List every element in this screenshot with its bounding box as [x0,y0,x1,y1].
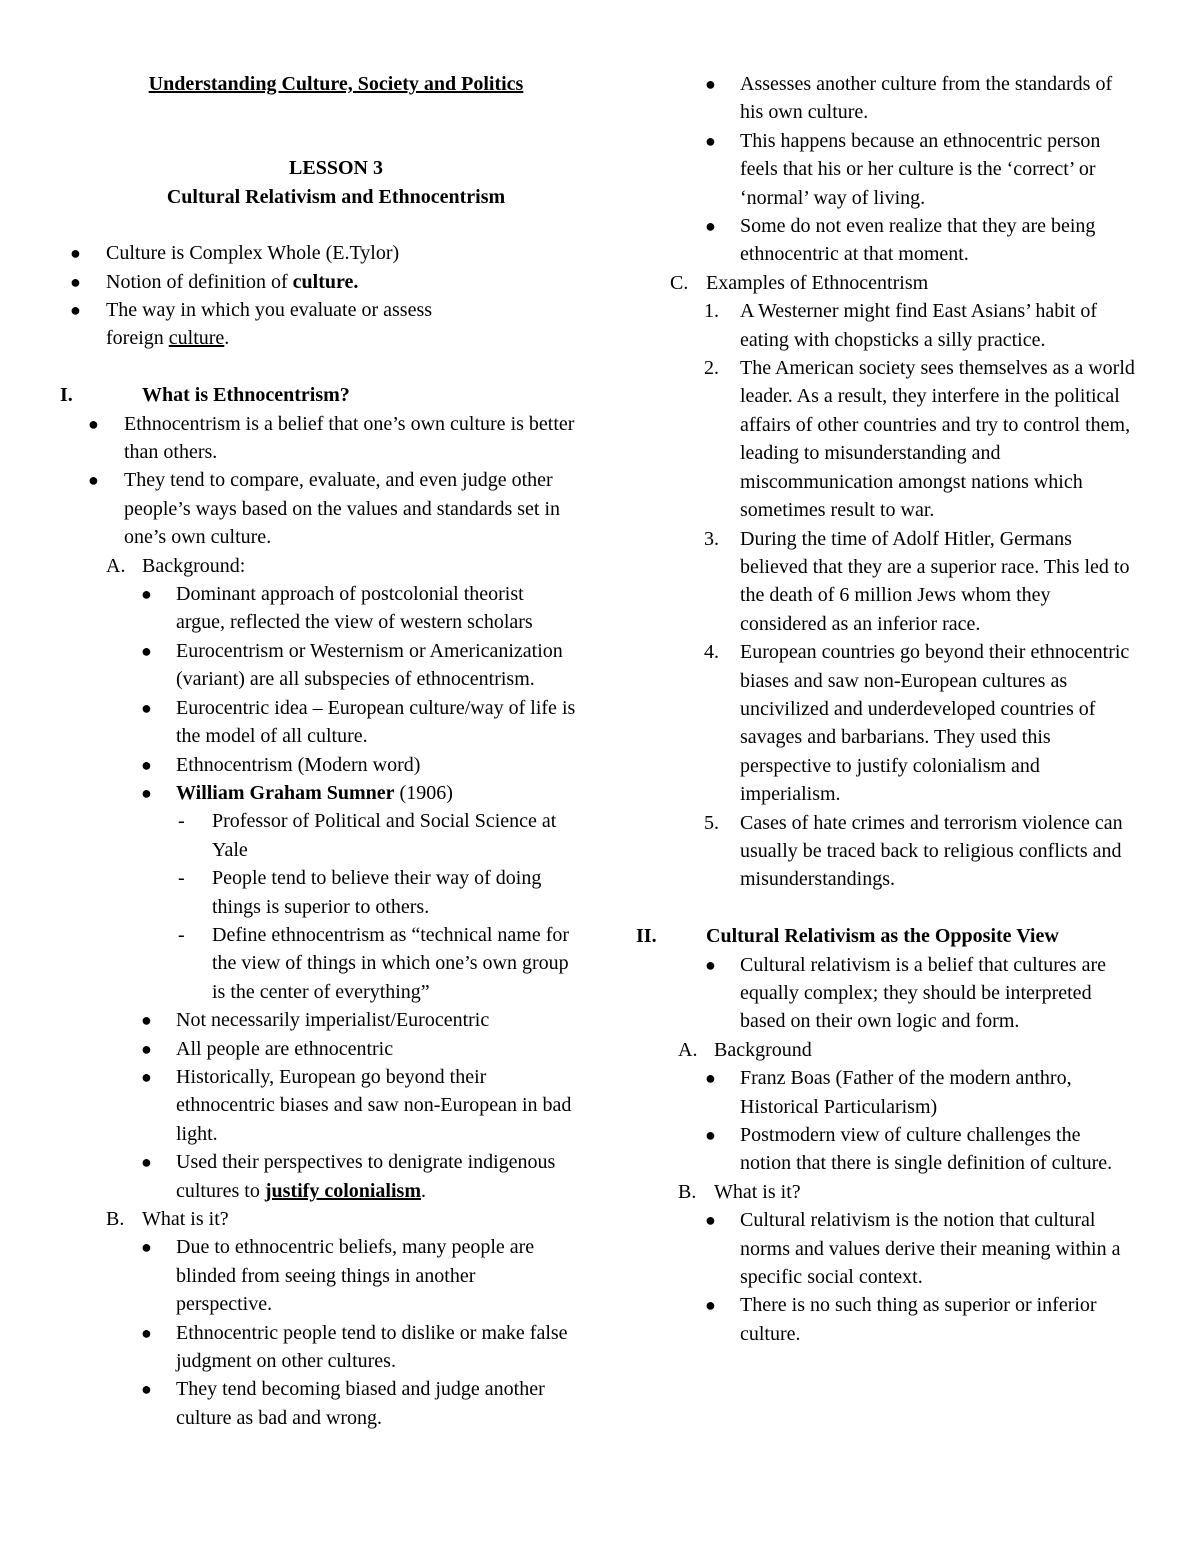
dash-item: - Define ethnocentrism as “technical name for the view of things in which one’s own group is the center of everything” [212,921,576,1006]
bullet-icon: ● [705,1295,716,1316]
section-1-bullet-2: ● They tend to compare, evaluate, and even judge other people’s ways based on the values and standards set in one’s own culture. [56,466,576,551]
bullet-icon: ● [70,271,81,292]
sumner-name: William Graham Sumner [176,781,395,804]
bullet-icon: ● [141,584,152,605]
bullet-icon: ● [705,1210,716,1231]
bullet-icon: ● [141,1322,152,1343]
subsection-b-heading: B. What is it? [106,1208,229,1231]
section-1-heading: I. What is Ethnocentrism? [56,381,576,409]
dash-item: - Professor of Political and Social Science at Yale [212,807,576,864]
bullet-icon: ● [705,216,716,237]
numbered-item: 3. During the time of Adolf Hitler, Germans believed that they are a superior race. This led to the death of 6 million Jews whom they considered as an inferior race. [704,527,1130,635]
list-item: ● Used their perspectives to denigrate indigenous cultures to justify colonialism. [176,1148,576,1205]
bullet-icon: ● [141,754,152,775]
section-2-subsection-b-heading: B. What is it? [678,1180,801,1203]
list-item: ● Not necessarily imperialist/Eurocentric [176,1006,576,1034]
sumner-points [176,807,576,1006]
document-title: Understanding Culture, Society and Politics [148,73,524,95]
bullet-icon: ● [141,1152,152,1173]
numbered-item: 2. The American society sees themselves as a world leader. As a result, they interfere in the political affairs of other countries and try to control them, leading to misunderstanding and miscommunication amongst nations which sometimes result to war. [704,357,1135,522]
bullet-icon: ● [705,1125,716,1146]
list-item: ● Eurocentrism or Westernism or Americanization (variant) are all subspecies of ethnocentrism. [176,637,576,694]
bullet-icon: ● [705,954,716,975]
lesson-label: LESSON 3 [289,157,383,180]
bullet-icon: ● [141,1010,152,1031]
title-block [56,70,576,211]
bullet-icon: ● [141,1379,152,1400]
bullet-icon: ● [705,1068,716,1089]
bullet-icon: ● [70,243,81,264]
lesson-subtitle: Cultural Relativism and Ethnocentrism [166,185,506,208]
list-item: ● They tend becoming biased and judge another culture as bad and wrong. [176,1375,576,1432]
justify-colonialism-text: justify colonialism [264,1179,421,1202]
bullet-icon: ● [141,1066,152,1087]
list-item: ● Cultural relativism is the notion that cultural norms and values derive their meaning within a specific social context. [740,1206,1136,1291]
list-item: ● Due to ethnocentric beliefs, many people are blinded from seeing things in another perspective. [176,1233,576,1318]
left-column [56,70,576,1432]
what-is-it-list-continued [636,70,1136,269]
subsection-c-heading: C. Examples of Ethnocentrism [670,271,929,294]
list-item: ● Eurocentric idea – European culture/way of life is the model of all culture. [176,694,576,751]
section-2-numeral: II. [636,925,657,948]
list-item: ● Ethnocentric people tend to dislike or make false judgment on other cultures. [176,1319,576,1376]
list-item: ● Postmodern view of culture challenges the notion that there is single definition of culture. [740,1121,1136,1178]
section-2-intro [636,951,1136,1036]
list-item: ● Cultural relativism is a belief that cultures are equally complex; they should be interpreted based on their own logic and form. [740,951,1136,1036]
section-2-background-list [636,1064,1136,1178]
bullet-icon: ● [705,74,716,94]
intro-bullet-3: ● The way in which you evaluate or assess foreign culture. [56,296,576,353]
bullet-icon: ● [88,470,99,491]
examples-list [636,297,1136,894]
background-list [56,580,576,1205]
list-item: ● Dominant approach of postcolonial theorist argue, reflected the view of western scholars [176,580,576,637]
bullet-icon: ● [141,782,152,803]
list-item: ● Ethnocentrism (Modern word) [176,751,576,779]
numbered-item: 5. Cases of hate crimes and terrorism violence can usually be traced back to religious conflicts and misunderstandings. [704,811,1123,891]
list-item: ● This happens because an ethnocentric person feels that his or her culture is the ‘correct’ or ‘normal’ way of living. [740,127,1136,212]
bold-culture: culture. [292,270,359,293]
subsection-a-heading: A. Background: [106,554,246,577]
list-item-sumner: ● William Graham Sumner (1906) [176,779,576,807]
list-item: ● All people are ethnocentric [176,1035,576,1063]
section-1-bullet-1: ● Ethnocentrism is a belief that one’s own culture is better than others. [56,410,576,467]
bullet-icon: ● [141,640,152,661]
dash-icon: - [178,867,185,890]
bullet-icon: ● [705,130,716,151]
bullet-icon: ● [70,300,81,321]
dash-item: - People tend to believe their way of doing things is superior to others. [212,864,576,921]
list-item: ● Some do not even realize that they are being ethnocentric at that moment. [740,212,1136,269]
dash-icon: - [178,923,185,946]
section-2-subsection-a-heading: A. Background [678,1038,812,1061]
what-is-it-list [56,1233,576,1432]
section-2-what-is-it-list [636,1206,1136,1348]
list-item: ● Assesses another culture from the standards of his own culture. [740,70,1136,127]
intro-bullet-2: ● Notion of definition of culture. [56,268,576,296]
section-1-numeral: I. [60,384,73,407]
bullet-icon: ● [141,1237,152,1258]
bullet-icon: ● [141,1038,152,1059]
underlined-culture: culture [168,327,225,350]
intro-bullet-1: ● Culture is Complex Whole (E.Tylor) [56,239,576,267]
list-item: ● Franz Boas (Father of the modern anthro, Historical Particularism) [740,1064,1136,1121]
numbered-item: 1. A Westerner might find East Asians’ habit of eating with chopsticks a silly practice. [704,300,1098,351]
bullet-icon: ● [88,413,99,434]
dash-icon: - [178,810,185,833]
list-item: ● There is no such thing as superior or inferior culture. [740,1291,1136,1348]
bullet-icon: ● [141,697,152,718]
section-2-heading: II. Cultural Relativism as the Opposite View [636,922,1136,950]
right-column [636,70,1136,1348]
numbered-item: 4. European countries go beyond their ethnocentric biases and saw non-European cultures as uncivilized and underdeveloped countries of savages and barbarians. They used this perspective to justify colonialism and imperialism. [704,641,1130,806]
list-item: ● Historically, European go beyond their ethnocentric biases and saw non-European in bad light. [176,1063,576,1148]
